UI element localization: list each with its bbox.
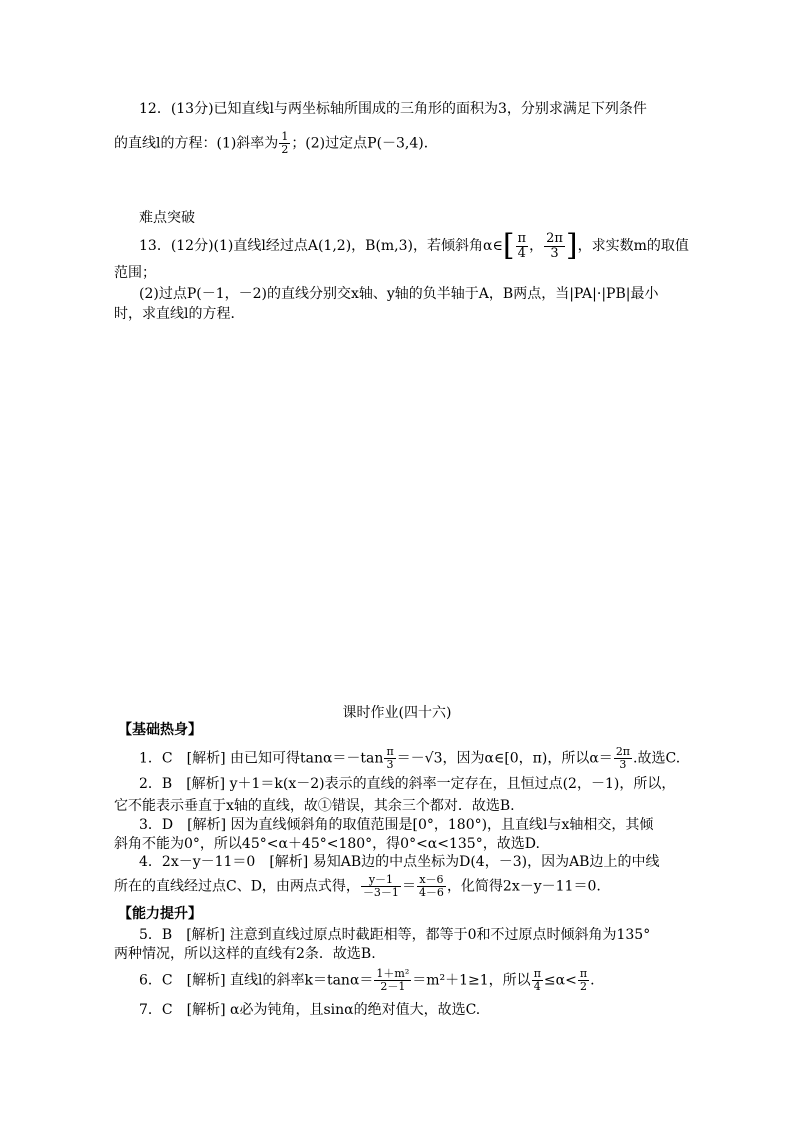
fraction-denominator: 4 xyxy=(533,980,541,993)
answer-1 xyxy=(139,746,680,771)
q13-line4: 时，求直线l的方程． xyxy=(114,306,245,322)
fraction-denominator: 2 xyxy=(281,143,289,156)
fraction-numerator: 1＋m² xyxy=(376,967,410,980)
fraction-denominator: 4 xyxy=(517,245,526,261)
q13-line1-text-a: 13．(12分)(1)直线l经过点A(1,2)，B(m,3)，若倾斜角α∈ xyxy=(139,238,503,254)
answer-7: 7．C [解析] α必为钝角，且sinα的绝对值大，故选C. xyxy=(139,1002,481,1018)
q13-line3: (2)过点P(－1，－2)的直线分别交x轴、y轴的负半轴于A，B两点，当|PA|·|PB|最小 xyxy=(139,286,659,302)
fraction-numerator: π xyxy=(517,230,527,246)
q12-line1: 12．(13分)已知直线l与两坐标轴所围成的三角形的面积为3，分别求满足下列条件 xyxy=(139,101,647,117)
fraction-denominator: 2－1 xyxy=(380,980,406,993)
fraction-numerator: 2π xyxy=(615,745,631,758)
answer-4-text-b: ，化简得2x－y－11＝0. xyxy=(446,878,601,895)
q13-line1-text-b: ，求实数m的取值 xyxy=(577,238,689,254)
fraction-denominator: 3 xyxy=(386,758,394,771)
answer-3-line2: 斜角不能为0°，所以45°<α＋45°<180°，得0°<α<135°，故选D. xyxy=(114,836,540,852)
answer-6-text-a: 6．C [解析] 直线l的斜率k＝tanα＝ xyxy=(139,972,374,989)
fraction-numerator: 2π xyxy=(546,230,563,246)
answer-6-text-c: ≤α< xyxy=(543,972,577,989)
answer-4-fraction-x xyxy=(417,874,446,899)
fraction-denominator: 3 xyxy=(619,758,627,771)
answer-1-text-c: .故选C. xyxy=(633,750,681,767)
q13-fraction-2pi-3 xyxy=(544,232,565,261)
section-hard-heading: 难点突破 xyxy=(139,210,195,226)
fraction-numerator: 1 xyxy=(281,130,289,143)
answer-4-line2 xyxy=(114,874,601,899)
fraction-numerator: π xyxy=(533,967,541,980)
q12-slope-fraction xyxy=(279,131,290,156)
right-bracket: ] xyxy=(565,228,578,263)
answer-3-line1: 3．D [解析] 因为直线倾斜角的取值范围是[0°，180°)，且直线l与x轴相交，其倾 xyxy=(139,817,654,833)
answer-6-text-b: ＝m²＋1≥1，所以 xyxy=(412,972,531,989)
answer-5-line1: 5．B [解析] 注意到直线过原点时截距相等，都等于0和不过原点时倾斜角为135° xyxy=(139,927,651,943)
answer-2-line1: 2．B [解析] y＋1＝k(x－2)表示的直线的斜率一定存在，且恒过点(2，－1)，所以， xyxy=(139,776,676,792)
answer-4-text-a: 所在的直线经过点C、D，由两点式得， xyxy=(114,878,360,895)
answer-6-fraction-slope xyxy=(374,968,411,993)
q13-line1 xyxy=(139,228,689,263)
answer-1-text-b: ＝－√3，因为α∈[0，π)，所以α＝ xyxy=(396,750,613,767)
answer-title: 课时作业(四十六) xyxy=(342,705,452,721)
answer-4-equals: ＝ xyxy=(401,878,416,895)
answer-4-fraction-y xyxy=(361,874,401,899)
fraction-denominator: －3－1 xyxy=(362,886,399,899)
fraction-numerator: x－6 xyxy=(417,874,446,887)
q13-fraction-pi-4 xyxy=(516,232,529,261)
answer-6-fraction-pi-4 xyxy=(532,968,543,993)
fraction-denominator: 3 xyxy=(550,245,559,261)
fraction-denominator: 2 xyxy=(579,980,587,993)
answer-6 xyxy=(139,968,595,993)
answer-1-fraction-pi-3 xyxy=(384,746,395,771)
q12-line2 xyxy=(114,131,438,156)
answer-5-line2: 两种情况，所以这样的直线有2条．故选B. xyxy=(114,946,376,962)
fraction-numerator: π xyxy=(579,967,588,980)
fraction-numerator: π xyxy=(386,745,394,758)
fraction-denominator: 4－6 xyxy=(418,886,444,899)
left-bracket: [ xyxy=(502,228,515,263)
answer-6-fraction-pi-2 xyxy=(578,968,589,993)
basic-section-header: 【基础热身】 xyxy=(118,722,202,738)
answer-2-line2: 它不能表示垂直于x轴的直线，故①错误，其余三个都对．故选B. xyxy=(114,798,515,814)
answer-1-fraction-2pi-3 xyxy=(614,746,632,771)
ability-section-header: 【能力提升】 xyxy=(118,906,202,922)
fraction-numerator: y－1 xyxy=(361,874,401,887)
q12-line2-text-b: ；(2)过定点P(－3,4)． xyxy=(291,135,438,152)
answer-4-line1: 4．2x－y－11＝0 [解析] 易知AB边的中点坐标为D(4，－3)，因为AB边上的中线 xyxy=(139,854,660,870)
answer-1-text-a: 1．C [解析] 由已知可得tanα＝－tan xyxy=(139,750,384,767)
q12-line2-text-a: 的直线l的方程：(1)斜率为 xyxy=(114,135,279,152)
q13-line2: 范围； xyxy=(114,265,156,281)
q13-separator: ， xyxy=(529,238,544,254)
answer-6-text-d: . xyxy=(590,972,595,989)
